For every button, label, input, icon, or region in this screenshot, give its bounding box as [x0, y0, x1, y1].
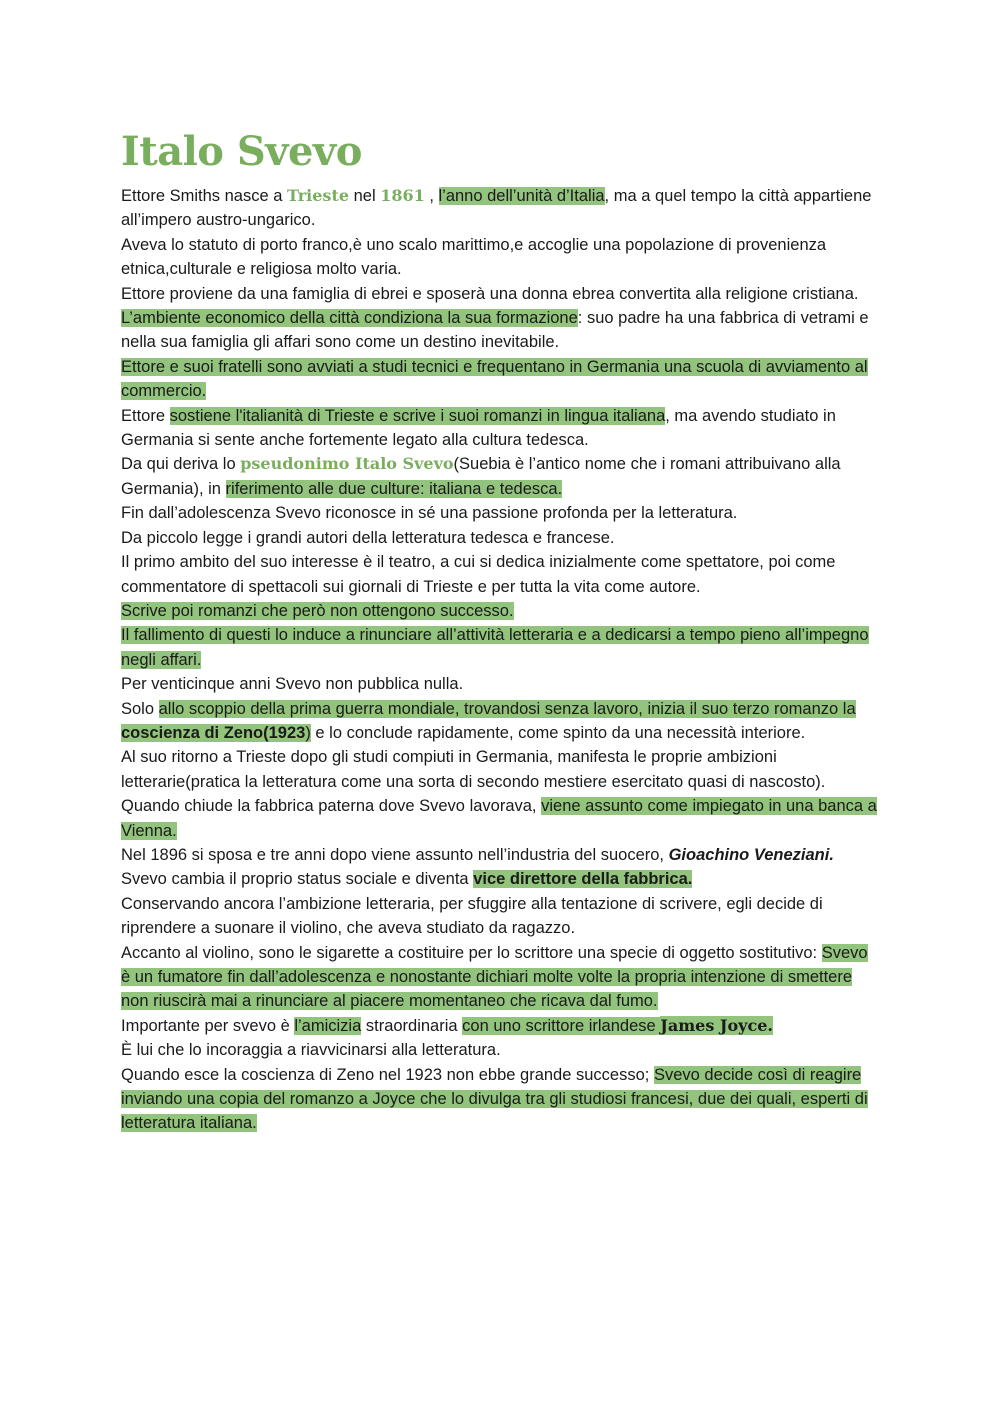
- paragraph-family: Ettore proviene da una famiglia di ebrei e sposerà una donna ebrea convertita alla religione cristiana.: [121, 284, 859, 303]
- document-page: [121, 128, 881, 1136]
- highlight: ): [305, 723, 311, 742]
- city-name: Trieste: [287, 186, 350, 205]
- highlight: Il fallimento di questi lo induce a rinunciare all’attività letteraria e a dedicarsi a tempo pieno all’impegno negli affari.: [121, 626, 869, 669]
- paragraph-pseudonym: [121, 452, 881, 501]
- paragraph-environment: [121, 306, 881, 355]
- highlight: Svevo decide così di reagire inviando una copia del romanzo a Joyce che lo divulga tra gli studiosi francesi, due dei quali, esperti di letteratura italiana.: [121, 1065, 868, 1133]
- text: Accanto al violino, sono le sigarette a costituire per lo scrittore una specie di oggetto sostitutivo:: [121, 943, 822, 962]
- page-title: Italo Svevo: [121, 128, 362, 175]
- paragraph-novels: [121, 599, 881, 623]
- highlight: riferimento alle due culture: italiana e tedesca.: [225, 479, 563, 498]
- text: straordinaria: [361, 1016, 463, 1035]
- paragraph-bank: [121, 794, 881, 843]
- paragraph-violin: Conservando ancora l’ambizione letteraria, per sfuggire alla tentazione di scrivere, egli decide di riprendere a suonare il violino, che aveva studiato da ragazzo.: [121, 894, 823, 938]
- highlight: Svevo è un fumatore fin dall’adolescenza e nonostante dichiari molte volte la propria intenzione di smettere non riuscirà mai a rinunciare al piacere momentaneo che ricava dal fumo.: [121, 943, 868, 1011]
- highlight: L’ambiente economico della città condiziona la sua formazione: [121, 309, 578, 328]
- text: (Suebia è l’antico nome che i romani attribuivano alla Germania), in: [121, 455, 841, 498]
- paragraph-studies: [121, 355, 881, 404]
- paragraph-reception: [121, 1063, 881, 1136]
- text: Nel 1896 si sposa e tre anni dopo viene assunto nell’industria del suocero,: [121, 845, 669, 864]
- paragraph-smoking: [121, 941, 881, 1014]
- paragraph-passion: Fin dall’adolescenza Svevo riconosce in sé una passione profonda per la letteratura.: [121, 504, 738, 523]
- text: : suo padre ha una fabbrica di vetrami e nella sua famiglia gli affari sono come un destino inevitabile.: [121, 309, 869, 352]
- pseudonym: pseudonimo Italo Svevo: [240, 454, 454, 474]
- paragraph-birth: [121, 184, 881, 233]
- paragraph-encouragement: È lui che lo incoraggia a riavvicinarsi alla letteratura.: [121, 1041, 501, 1060]
- text: Da qui deriva lo: [121, 455, 241, 474]
- text: Quando esce la coscienza di Zeno nel 1923 non ebbe grande successo;: [121, 1065, 654, 1084]
- paragraph-zeno: [121, 697, 881, 746]
- text: Quando chiude la fabbrica paterna dove Svevo lavorava,: [121, 797, 542, 816]
- highlight: viene assunto come impiegato in una banca a Vienna.: [121, 797, 877, 840]
- highlight: l’amicizia: [294, 1016, 362, 1035]
- paragraph-return: Al suo ritorno a Trieste dopo gli studi compiuti in Germania, manifesta le proprie ambizioni letterarie(pratica la letteratura come una sorta di secondo mestiere esercitato quasi di nascosto).: [121, 748, 826, 791]
- highlight: con uno scrittore irlandese: [462, 1016, 661, 1035]
- book-title: coscienza di Zeno(1923: [121, 723, 306, 742]
- birth-year: 1861: [380, 186, 425, 205]
- text: Importante per svevo è: [121, 1016, 295, 1035]
- paragraph-joyce: [121, 1014, 881, 1038]
- text: Ettore: [121, 406, 170, 425]
- father-in-law-name: Gioachino Veneziani.: [668, 845, 834, 864]
- text: Svevo cambia il proprio status sociale e diventa: [121, 870, 474, 889]
- paragraph-marriage: [121, 843, 881, 867]
- paragraph-reading: Da piccolo legge i grandi autori della letteratura tedesca e francese.: [121, 528, 615, 547]
- paragraph-port: Aveva lo statuto di porto franco,è uno scalo marittimo,e accoglie una popolazione di provenienza etnica,culturale e religiosa molto varia.: [121, 235, 827, 279]
- highlight: vice direttore della fabbrica.: [473, 870, 693, 889]
- text: ,: [424, 187, 439, 205]
- highlight: Scrive poi romanzi che però non ottengono successo.: [121, 601, 514, 620]
- highlight: Ettore e suoi fratelli sono avviati a studi tecnici e frequentano in Germania una scuola di avviamento al commercio.: [121, 357, 868, 401]
- text: Ettore Smiths nasce a: [121, 187, 287, 205]
- highlight: allo scoppio della prima guerra mondiale, trovandosi senza lavoro, inizia il suo terzo romanzo la: [158, 699, 856, 718]
- text: nel: [349, 187, 381, 205]
- text: , ma a quel tempo la città appartiene all’impero austro-ungarico.: [121, 187, 872, 230]
- text: , ma avendo studiato in Germania si sente anche fortemente legato alla cultura tedesca.: [121, 406, 836, 450]
- text: e lo conclude rapidamente, come spinto da una necessità interiore.: [310, 723, 806, 742]
- paragraph-theatre: Il primo ambito del suo interesse è il teatro, a cui si dedica inizialmente come spettatore, poi come commentatore di spettacoli sui giornali di Trieste e per tutta la vita come autore.: [121, 553, 836, 596]
- text: Solo: [121, 699, 159, 718]
- highlight: sostiene l'italianità di Trieste e scrive i suoi romanzi in lingua italiana: [169, 406, 666, 425]
- paragraph-director: [121, 867, 881, 891]
- author-name: James Joyce.: [660, 1015, 773, 1035]
- highlight: l’anno dell’unità d’Italia: [438, 187, 605, 205]
- paragraph-failure: [121, 623, 881, 672]
- paragraph-silence: Per venticinque anni Svevo non pubblica nulla.: [121, 675, 464, 694]
- paragraph-italianity: [121, 404, 881, 453]
